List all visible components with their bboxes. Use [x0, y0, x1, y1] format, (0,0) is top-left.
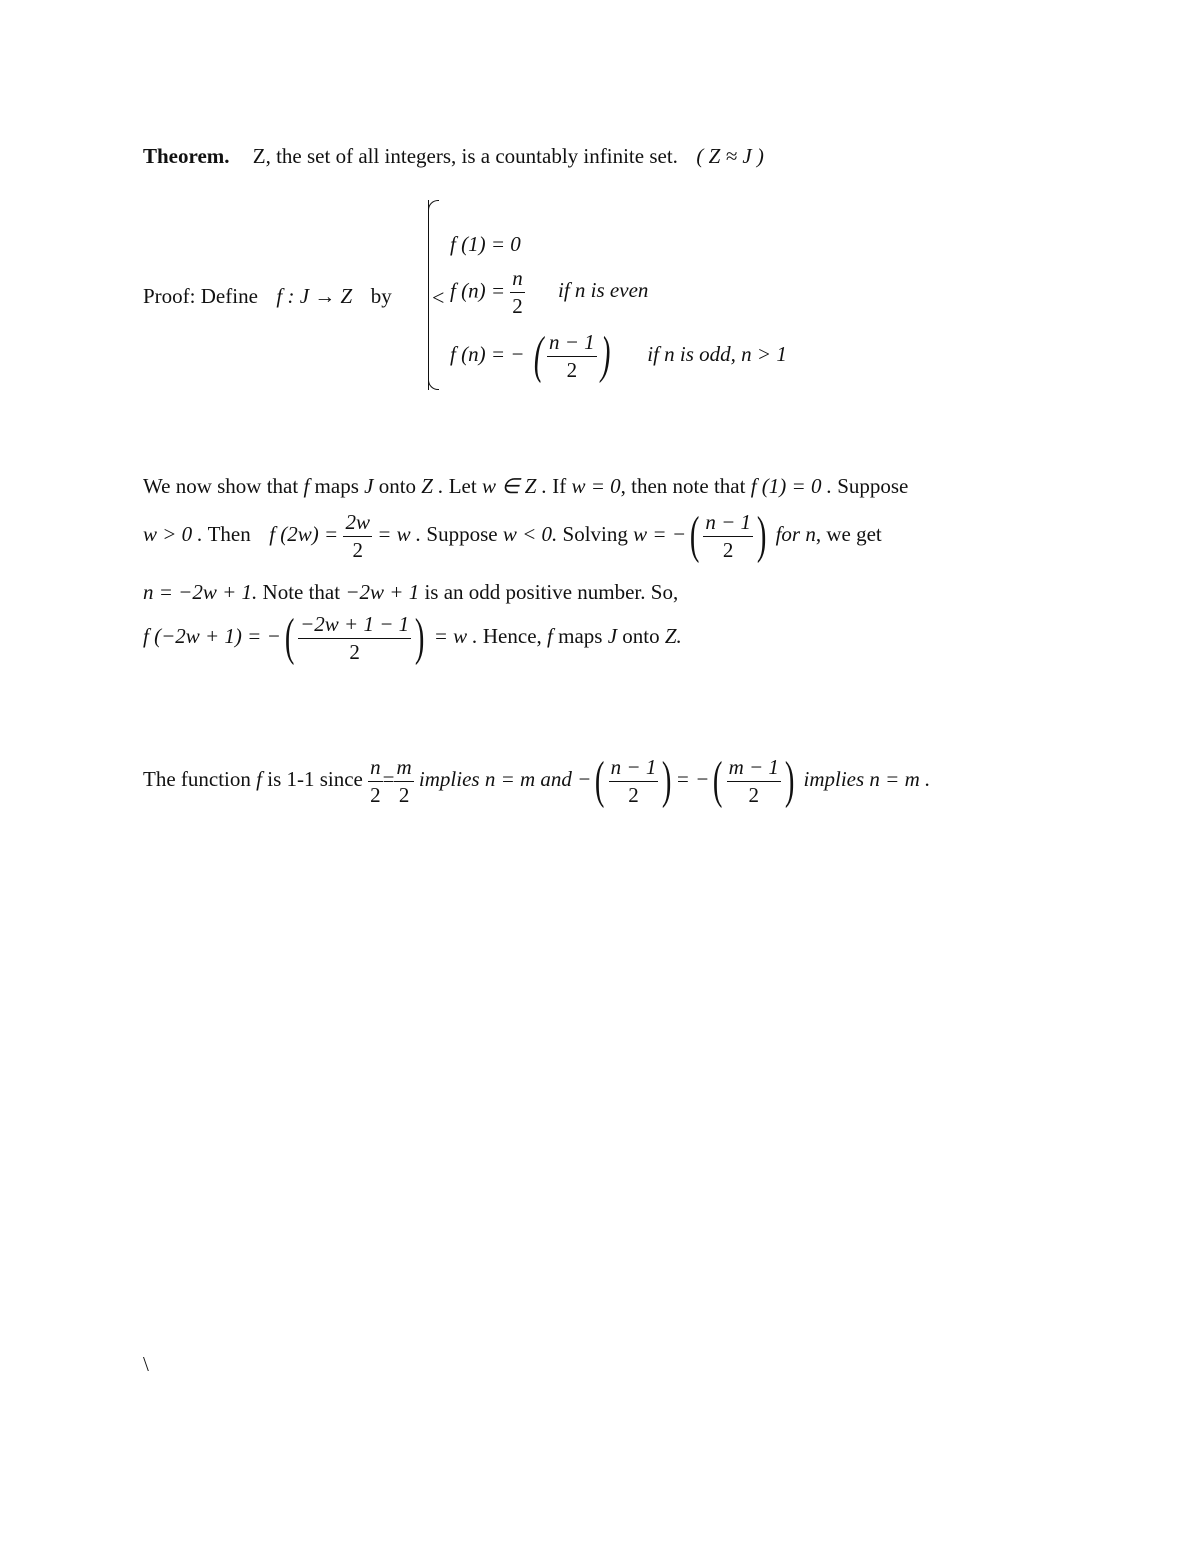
proof-intro: Proof: Define: [143, 284, 258, 308]
onto-text: If: [552, 474, 567, 498]
oneone-n-numerator: n: [370, 754, 381, 779]
onto-for-n: for n: [775, 521, 816, 546]
onto-f2w-denominator: 2: [343, 536, 372, 561]
theorem-line: [143, 144, 764, 169]
onto-weq-fraction: [703, 509, 753, 562]
onto-text: onto: [622, 623, 660, 648]
onto-f1-zero: f (1) = 0 .: [750, 474, 832, 498]
onto-text: maps: [314, 474, 359, 498]
stray-backslash: \: [143, 1352, 149, 1376]
onto-f2w-fraction: [343, 509, 372, 562]
case-odd-fraction: [547, 329, 597, 382]
onto-text: We now show that: [143, 474, 299, 498]
onto-fexpr: f (−2w + 1) = −: [143, 623, 281, 648]
onto-fexpr-eq: = w .: [433, 623, 478, 648]
onto-f: f: [303, 474, 310, 498]
onto-text: Then: [207, 521, 251, 546]
onto-Z: Z .: [421, 474, 444, 498]
oneone-line: The function f is 1-1 since $\frac{n}{2}$ = $\frac{m}{2}$ implies n = m and −( $\frac{n - 1}{2}$ ) = −( $\frac{m - 1}{2}$ ) implies n = m .: [143, 752, 931, 809]
oneone-m-fraction: [394, 754, 413, 807]
onto-text: Note that: [262, 580, 341, 604]
oneone-b-numerator: m − 1: [728, 754, 779, 779]
case-odd: f (n) = − ( $\frac{n - 1}{2}$ ) if n is odd, n > 1: [450, 327, 787, 384]
onto-eq-w: = w .: [377, 521, 422, 546]
onto-f2w: f (2w) =: [269, 521, 339, 546]
case-even: [450, 268, 648, 317]
onto-weq-numerator: n − 1: [705, 509, 752, 534]
onto-text: Suppose: [426, 521, 498, 546]
onto-text: maps: [558, 623, 603, 648]
case-odd-lhs: f (n) = −: [450, 341, 525, 366]
oneone-n-denominator: 2: [370, 782, 381, 807]
proof-by: by: [370, 284, 392, 308]
case-odd-denominator: 2: [547, 356, 597, 381]
oneone-a-numerator: n − 1: [610, 754, 657, 779]
onto-text: is an odd positive number. So,: [424, 580, 679, 604]
oneone-mid: = −: [675, 766, 710, 791]
onto-w-eq: w = −: [633, 521, 687, 546]
onto-f: f: [547, 623, 553, 648]
case-one: f (1) = 0: [450, 232, 521, 256]
theorem-relation: ( Z ≈ J ): [696, 144, 764, 168]
onto-text: Suppose: [837, 474, 909, 498]
oneone-b-fraction: [727, 754, 781, 807]
onto-line-2: w > 0 . Then f (2w) = $\frac{2w}{2}$ = w . Suppose w < 0. Solving w = −( $\frac{n - 1}{2}$ ) for n, we get: [143, 507, 882, 564]
case-even-fraction: [510, 268, 525, 317]
onto-Z: Z.: [664, 623, 682, 648]
case-odd-numerator: n − 1: [549, 329, 595, 354]
onto-text: Hence,: [482, 623, 542, 648]
oneone-eq: =: [382, 766, 395, 791]
proof-map: f : J → Z: [276, 284, 353, 308]
onto-f2w-numerator: 2w: [345, 509, 370, 534]
oneone-f: f: [256, 766, 262, 791]
oneone-implies-1: implies n = m and −: [418, 766, 592, 791]
case-even-numerator: n: [512, 266, 523, 290]
proof-intro-line: [143, 284, 392, 309]
onto-expr: −2w + 1: [345, 580, 420, 604]
case-even-denominator: 2: [512, 294, 523, 318]
onto-text: , then note that: [620, 474, 746, 498]
theorem-label: Theorem.: [143, 144, 230, 168]
oneone-b-denominator: 2: [727, 781, 781, 806]
oneone-text: The function: [143, 766, 251, 791]
onto-fexpr-numerator: −2w + 1 − 1: [300, 611, 410, 636]
onto-text: onto: [378, 474, 417, 498]
onto-fexpr-fraction: [298, 611, 411, 664]
onto-w-positive: w > 0 .: [143, 521, 203, 546]
onto-J: J: [364, 474, 374, 498]
oneone-a-fraction: [609, 754, 659, 807]
onto-line-3: [143, 580, 678, 605]
case-even-lhs: f (n) =: [450, 278, 505, 303]
onto-n-eq: n = −2w + 1.: [143, 580, 258, 604]
onto-J: J: [607, 623, 618, 648]
cases-brace-tip: <: [432, 285, 445, 310]
case-even-condition: if n is even: [558, 278, 649, 303]
onto-line-4: f (−2w + 1) = −( $\frac{-2w + 1 - 1}{2}$ ) = w . Hence, f maps J onto Z.: [143, 609, 682, 666]
onto-text: Let: [448, 474, 477, 498]
theorem-statement: Z, the set of all integers, is a countably infinite set.: [252, 144, 678, 168]
onto-line-1: [143, 474, 908, 499]
onto-w-zero: w = 0: [571, 474, 621, 498]
oneone-text: is 1-1 since: [267, 766, 363, 791]
onto-fexpr-denominator: 2: [298, 638, 411, 663]
onto-text: Solving: [562, 521, 628, 546]
onto-w-negative: w < 0.: [502, 521, 558, 546]
onto-text: , we get: [815, 521, 882, 546]
onto-w-in-z: w ∈ Z .: [481, 474, 547, 498]
oneone-implies-2: implies n = m .: [803, 766, 931, 791]
oneone-m-denominator: 2: [394, 781, 413, 806]
oneone-m-numerator: m: [396, 754, 412, 779]
case-odd-condition: if n is odd, n > 1: [647, 341, 787, 366]
oneone-a-denominator: 2: [609, 781, 659, 806]
oneone-n-fraction: [368, 754, 383, 807]
onto-weq-denominator: 2: [703, 536, 753, 561]
